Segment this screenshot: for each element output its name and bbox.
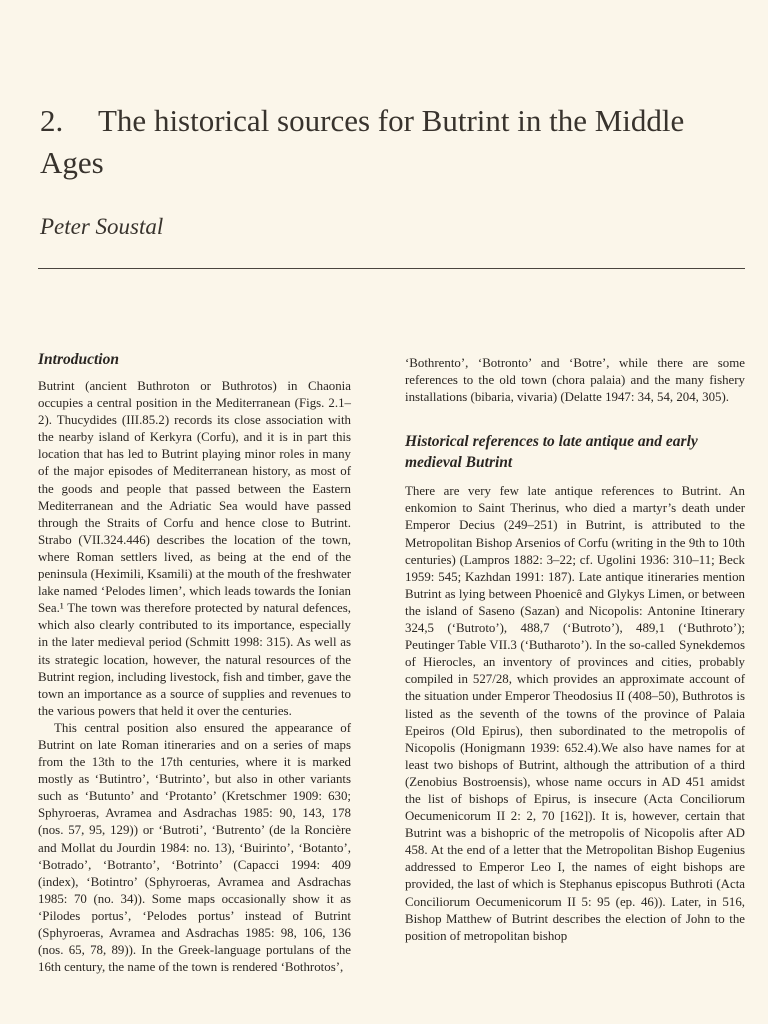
paragraph: Butrint (ancient Buthroton or Buthrotos) in Chaonia occupies a central position in the Mediterranean (Figs. 2.1–2). Thucydides (III.85.2) records its close association with the nearby island of Kerkyra (Corfu), and it is in part this location that has led to Butrint playing minor roles in many of the major episodes of Mediterranean history, as most of the goods and people that passed between the Eastern Mediterranean and the Adriatic Sea would have passed through the Straits of Corfu and hence close to Butrint. Strabo (VII.324.446) describes the location of the town, where Roman settlers lived, as being at the end of the peninsula (Heximili, Ksamili) at the mouth of the freshwater lake named ‘Pelodes limen’, which leads towards the Ionian Sea.¹ The town was therefore protected by natural defences, which also clearly contributed to its importance, especially in the later medieval period (Schmitt 1998: 315). As well as its strategic location, however, the natural resources of the Butrint region, including livestock, fish and timber, gave the town an importance as a source of supplies and revenues to the various powers that held it over the centuries. <box>38 379 351 718</box>
chapter-number: 2. <box>40 103 64 138</box>
paragraph: There are very few late antique references to Butrint. An enkomion to Saint Therinus, who died a martyr’s death under Emperor Decius (249–251) in Butrint, is attributed to the Metropolitan Bishop Arsenios of Corfu (writing in the 9th to 10th centuries) (Lampros 1882: 3–22; cf. Ugolini 1936: 310–11; Beck 1959: 545; Kazhdan 1991: 187). Late antique itineraries mention Butrint as lying between Phoenicê and Glykys Limen, or between the island of Saseno (Sazan) and Nicopolis: Antonine Itinerary 324,5 (‘Butroto’), 488,7 (‘Butroto’), 489,1 (‘Buthroto’); Peutinger Table VII.3 (‘Butharoto’). In the so-called Synekdemos of Hierocles, an inventory of provinces and cities, probably compiled in 527/28, which provides an approximate account of the situation under Emperor Theodosius II (408–50), Buthrotos is listed as the seventh of the towns of the province of Palaia Epeiros (Old Epirus), then subordinated to the metropolis of Nicopolis (Honigmann 1939: 652.4).We also have names for at least two bishops of Butrint, although the attribution of a third (Zenobius Bostroensis), whose name occurs in AD 451 amidst the list of bishops of Epirus, is insecure (Acta Conciliorum Oecumenicorum II 2: 2, 70 [162]). It is, however, certain that Butrint was a bishopric of the metropolis of Nicopolis after AD 458. At the end of a letter that the Metropolitan Bishop Eugenius addressed to Emperor Leo I, the names of eight bishops are provided, the last of which is Stephanus episcopus Buthroti (Acta Conciliorum Oecumenicorum II 5: 95 (ep. 46)). Later, in 516, Bishop Matthew of Butrint describes the election of John to the position of metropolitan bishop <box>405 484 745 943</box>
section-heading-introduction: Introduction <box>38 351 119 368</box>
chapter-title <box>40 100 740 184</box>
paragraph: This central position also ensured the appearance of Butrint on late Roman itineraries and on a series of maps from the 13th to the 17th centuries, where it is marked mostly as ‘Butintro’, ‘Butrinto’, but also in other variants such as ‘Butunto’ and ‘Protanto’ (Kretschmer 1909: 630; Sphyroeras, Avramea and Asdrachas 1985: 90, 143, 178 (nos. 57, 95, 129)) or ‘Butroti’, ‘Butrento’ (de la Roncière and Mollat du Jourdin 1984: no. 13), ‘Buirinto’, ‘Botanto’, ‘Botrado’, ‘Botranto’, ‘Botrinto’ (Capacci 1994: 409 (index), ‘Botintro’ (Sphyroeras, Avramea and Asdrachas 1985: 70 (no. 34)). Some maps occasionally show it as ‘Pilodes portus’, ‘Pelodes portus’ instead of Butrint (Sphyroeras, Avramea and Asdrachas 1985: 98, 106, 136 (nos. 65, 78, 89)). In the Greek-language portulans of the 16th century, the name of the town is rendered ‘Bothrotos’, <box>38 720 351 975</box>
paragraph: ‘Bothrento’, ‘Botronto’ and ‘Botre’, while there are some references to the old town (chora palaia) and the many fishery installations (bibaria, vivaria) (Delatte 1947: 34, 54, 204, 305). <box>405 356 745 405</box>
title-divider <box>38 268 745 269</box>
section-heading-historical-references: Historical references to late antique and early medieval Butrint <box>405 433 698 472</box>
chapter-title-text: The historical sources for Butrint in the Middle Ages <box>40 103 685 180</box>
author-name: Peter Soustal <box>40 214 164 239</box>
left-column <box>38 349 351 976</box>
right-column <box>405 355 745 945</box>
